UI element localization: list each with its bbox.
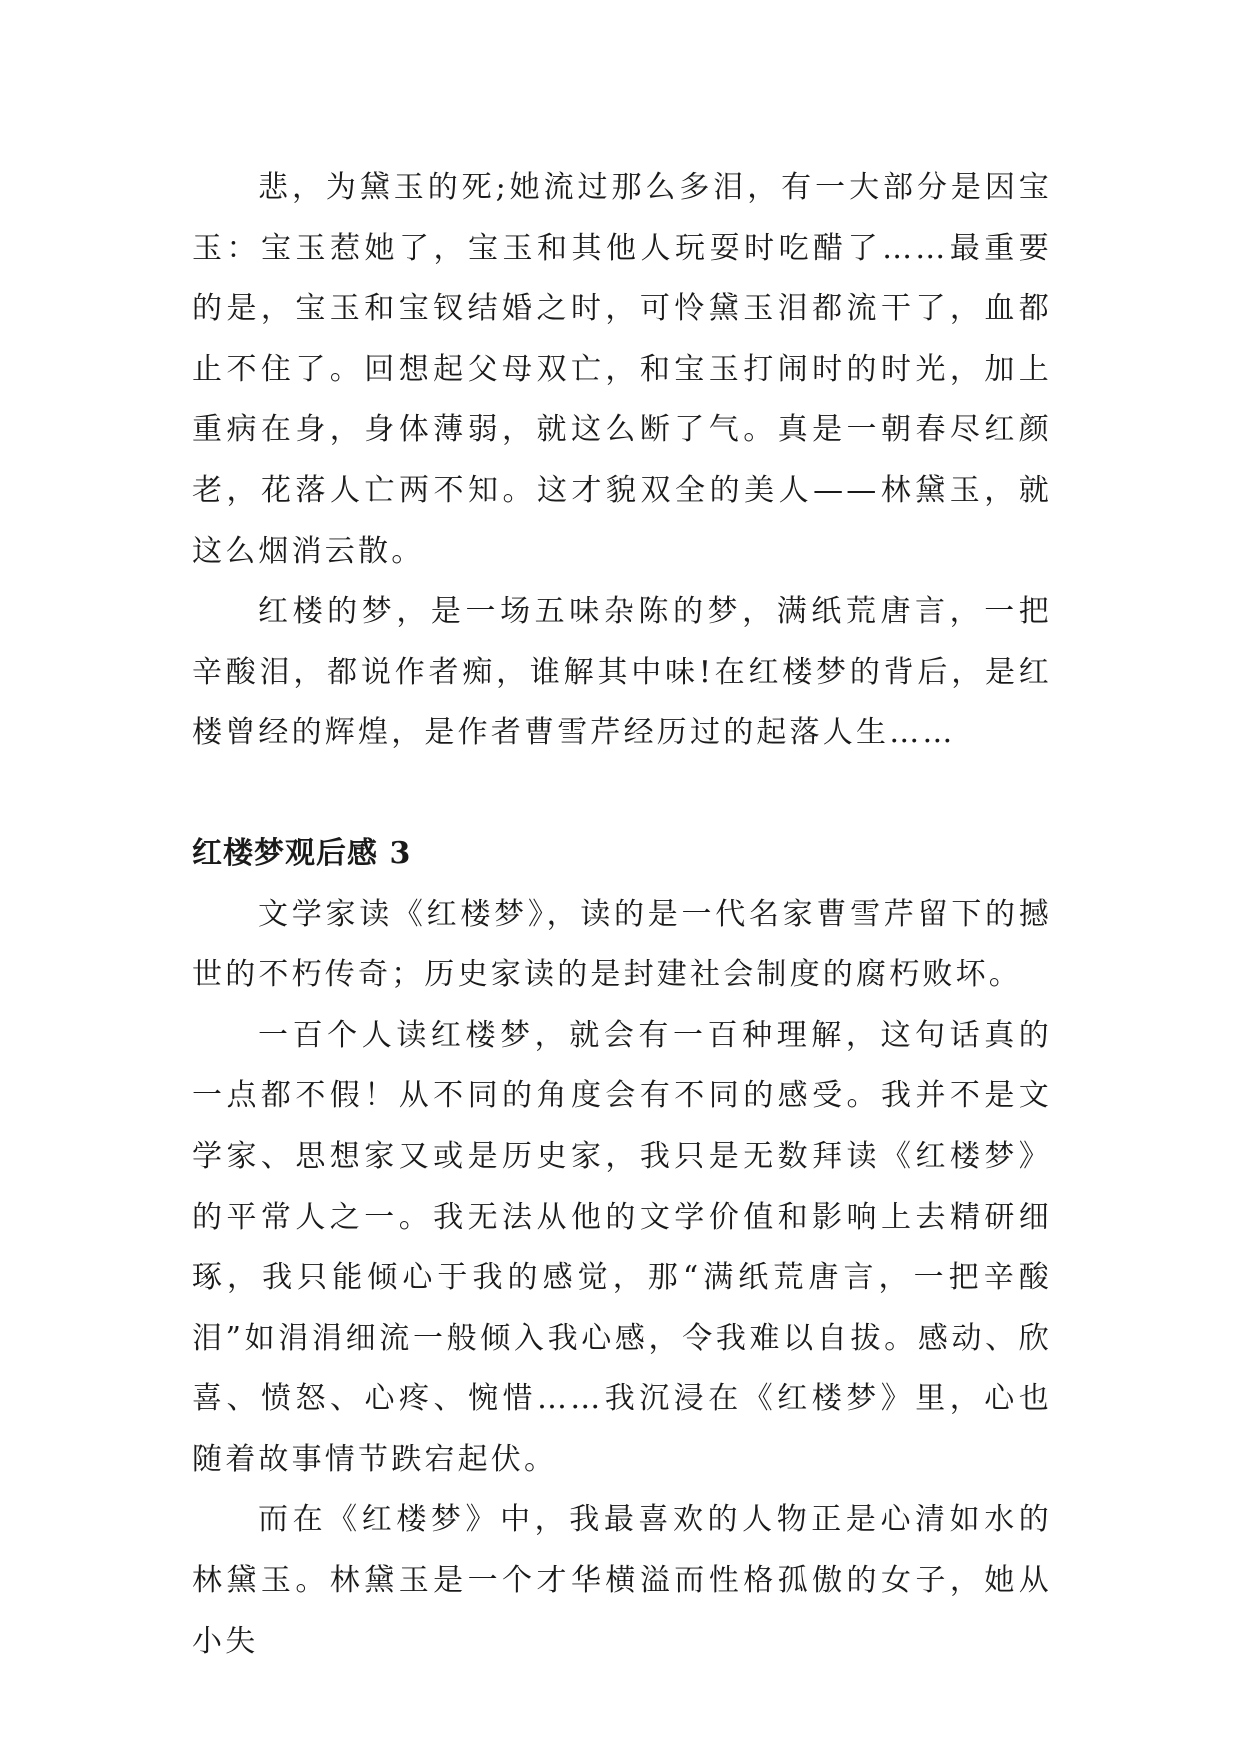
paragraph-hundred-readers: 一百个人读红楼梦，就会有一百种理解，这句话真的一点都不假！从不同的角度会有不同的感受。我并不是文学家、思想家又或是历史家，我只是无数拜读《红楼梦》的平常人之一。我无法从他的文学价值和影响上去精研细琢，我只能倾心于我的感觉，那“满纸荒唐言，一把辛酸泪”如涓涓细流一般倾入我心感，令我难以自拔。感动、欣喜、愤怒、心疼、惋惜……我沉浸在《红楼梦》里，心也随着故事情节跌宕起伏。 [192, 1017, 1052, 1477]
section-spacer [192, 764, 1052, 824]
paragraph-readers: 文学家读《红楼梦》，读的是一代名家曹雪芹留下的撼世的不朽传奇；历史家读的是封建社会制度的腐朽败坏。 [192, 896, 1052, 993]
section-heading: 红楼梦观后感 3 [192, 835, 412, 871]
paragraph-favorite-character: 而在《红楼梦》中，我最喜欢的人物正是心清如水的林黛玉。林黛玉是一个才华横溢而性格孤傲的女子，她从小失 [192, 1502, 1052, 1659]
paragraph-daiyu-death: 悲，为黛玉的死;她流过那么多泪，有一大部分是因宝玉：宝玉惹她了，宝玉和其他人玩耍时吃醋了……最重要的是，宝玉和宝钗结婚之时，可怜黛玉泪都流干了，血都止不住了。回想起父母双亡，和宝玉打闹时的时光，加上重病在身，身体薄弱，就这么断了气。真是一朝春尽红颜老，花落人亡两不知。这才貌双全的美人——林黛玉，就这么烟消云散。 [192, 170, 1052, 569]
document-body [192, 158, 1052, 1672]
paragraph-red-chamber-dream: 红楼的梦，是一场五味杂陈的梦，满纸荒唐言，一把辛酸泪，都说作者痴，谁解其中味!在红楼梦的背后，是红楼曾经的辉煌，是作者曹雪芹经历过的起落人生…… [192, 594, 1052, 751]
